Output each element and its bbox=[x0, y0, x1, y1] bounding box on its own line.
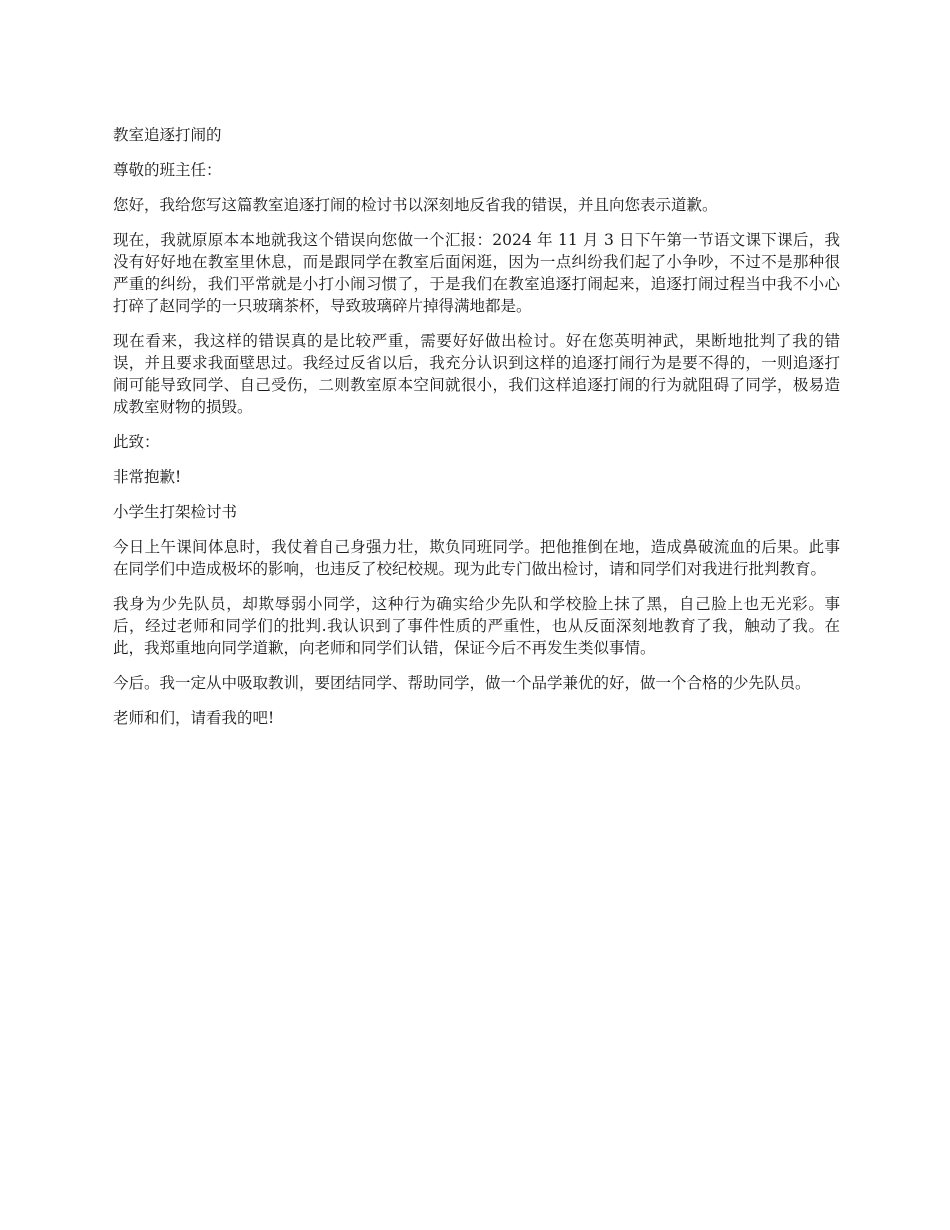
second-section-title: 小学生打架检讨书 bbox=[113, 503, 238, 521]
report-paragraph: 现在，我就原原本本地就我这个错误向您做一个汇报：2024 年 11 月 3 日下午第一节语文课下课后，我没有好好地在教室里休息，而是跟同学在教室后面闲逛，因为一点纠纷我们起了小争吵，不过不是那种很严重的纠纷，我们平常就是小打小闹习惯了，于是我们在教室追逐打闹起来，追逐打闹过程当中我不小心打碎了赵同学的一只玻璃茶杯，导致玻璃碎片掉得满地都是。 bbox=[113, 231, 840, 315]
reflection-paragraph: 现在看来，我这样的错误真的是比较严重，需要好好做出检讨。好在您英明神武，果断地批判了我的错误，并且要求我面壁思过。我经过反省以后，我充分认识到这样的追逐打闹行为是要不得的，一则追逐打闹可能导致同学、自己受伤，二则教室原本空间就很小，我们这样追逐打闹的行为就阻碍了同学，极易造成教室财物的损毁。 bbox=[113, 332, 840, 416]
closing-phrase: 此致： bbox=[113, 433, 160, 451]
incident-paragraph: 今日上午课间体息时，我仗着自己身强力壮，欺负同班同学。把他推倒在地，造成鼻破流血的后果。此事在同学们中造成极坏的影响，也违反了校纪校规。现为此专门做出检讨，请和同学们对我进行批判教育。 bbox=[113, 538, 840, 578]
self-criticism-paragraph: 我身为少先队员，却欺辱弱小同学，这种行为确实给少先队和学校脸上抹了黑，自己脸上也无光彩。事后，经过老师和同学们的批判.我认识到了事件性质的严重性，也从反面深刻地教育了我，触动了我。在此，我郑重地向同学道歉，向老师和同学们认错，保证今后不再发生类似事情。 bbox=[113, 595, 840, 657]
apology-line: 非常抱歉! bbox=[113, 468, 182, 486]
greeting-paragraph: 您好，我给您写这篇教室追逐打闹的检讨书以深刻地反省我的错误，并且向您表示道歉。 bbox=[113, 196, 718, 214]
document-title: 教室追逐打闹的 bbox=[113, 126, 222, 144]
final-line: 老师和们，请看我的吧! bbox=[113, 709, 275, 727]
promise-paragraph: 今后。我一定从中吸取教训，要团结同学、帮助同学，做一个品学兼优的好，做一个合格的少先队员。 bbox=[113, 674, 811, 692]
salutation: 尊敬的班主任： bbox=[113, 161, 222, 179]
document-page bbox=[113, 124, 840, 742]
